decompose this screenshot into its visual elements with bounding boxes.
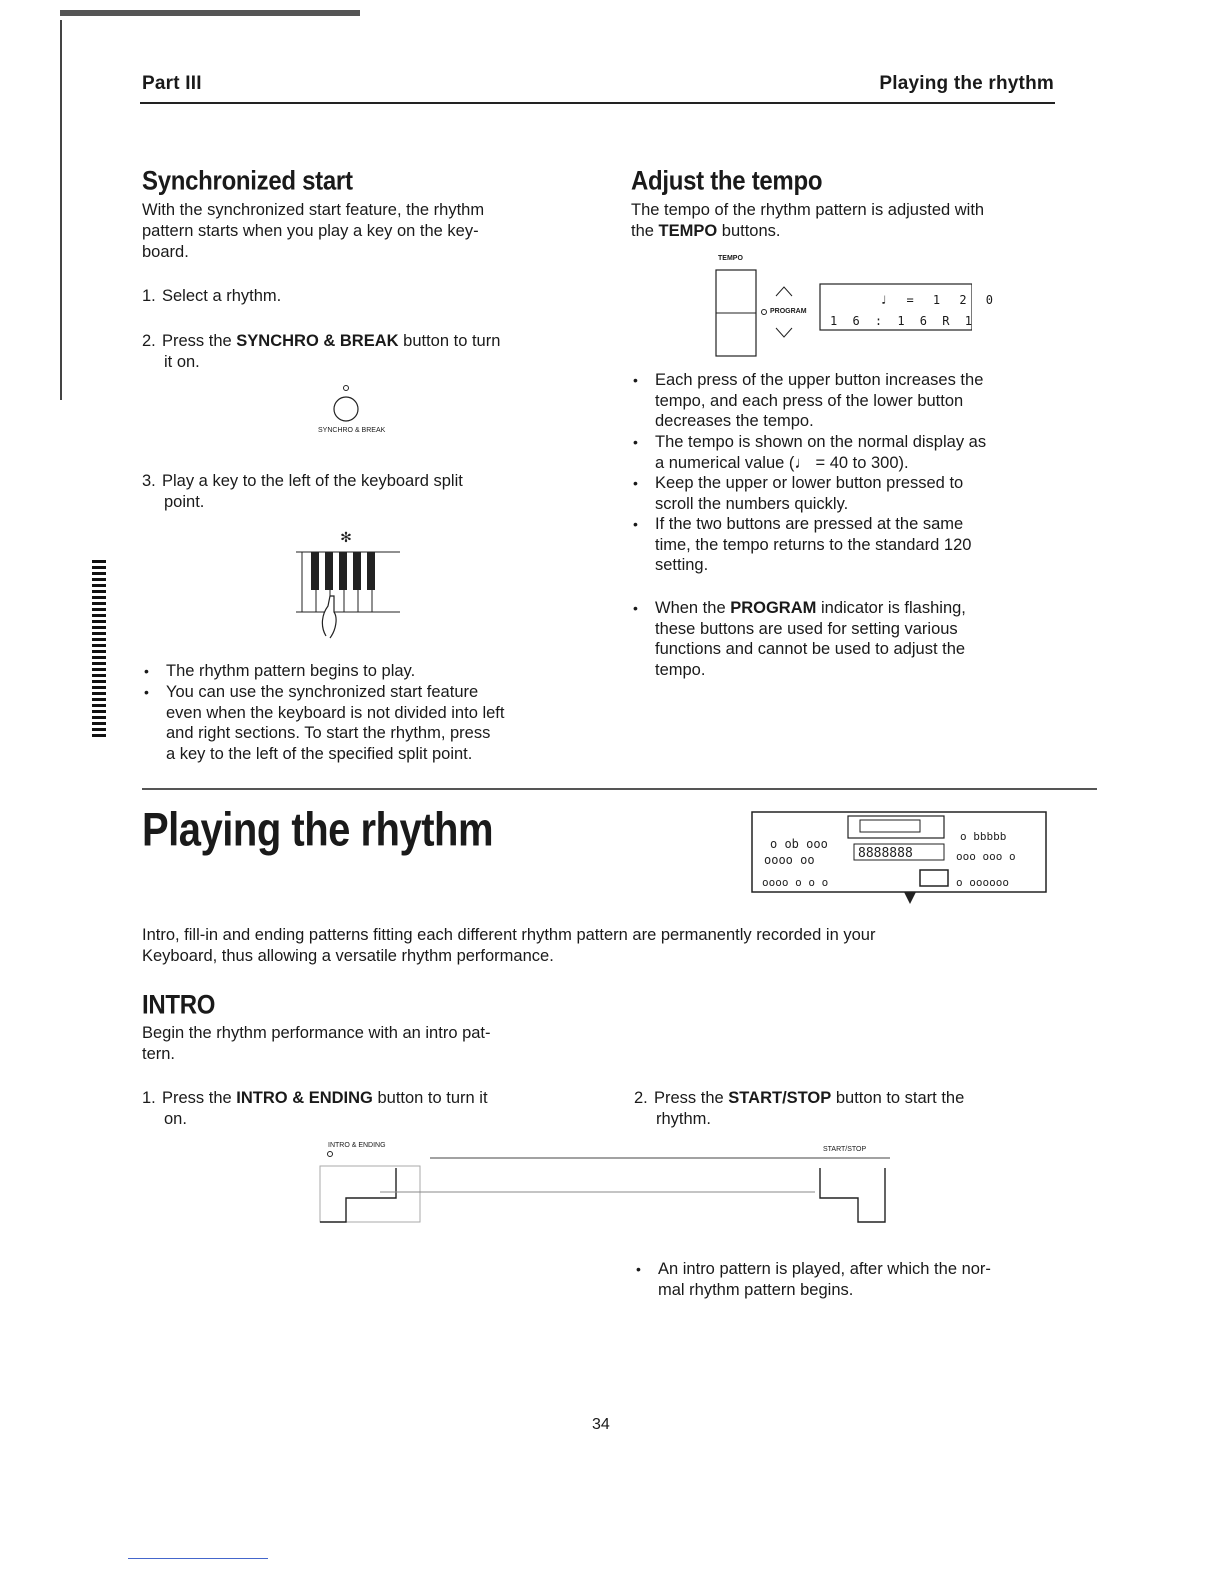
synchro-step2: 2. Press the SYNCHRO & BREAK button to turn it on. (142, 332, 501, 371)
intro-title: INTRO (142, 990, 216, 1021)
synchro-bullet: • The rhythm pattern begins to play. (142, 661, 415, 682)
svg-text:o oooooo: o oooooo (956, 876, 1009, 889)
svg-text:o bbbbb: o bbbbb (960, 830, 1007, 843)
step-number: 2. (634, 1089, 648, 1107)
header-part: Part III (142, 73, 202, 94)
intro-step1: 1. Press the INTRO & ENDING button to turn it on. (142, 1089, 488, 1128)
header-chapter: Playing the rhythm (879, 73, 1054, 94)
tempo-bullet: • The tempo is shown on the normal display as a numerical value (♩ = 40 to 300). (631, 432, 1095, 473)
tempo-display-line1: ♩ = 1 2 0 (880, 293, 1000, 307)
tempo-panel-label: TEMPO (718, 255, 743, 262)
step-text: Select a rhythm. (162, 287, 282, 305)
step-number: 3. (142, 472, 156, 490)
synchro-bullet: • You can use the synchronized start feature even when the keyboard is not divided into left and right sections. To start the rhythm, press a key to the left of the specified split point. (142, 682, 606, 764)
tempo-program-note: • When the PROGRAM indicator is flashing, these buttons are used for setting various functions and cannot be used to adjust the tempo. (631, 598, 1095, 680)
intro-bullet: • An intro pattern is played, after which the nor- mal rhythm pattern begins. (634, 1259, 1098, 1300)
synchro-title: Synchronized start (142, 166, 353, 197)
svg-text:oooo o o o: oooo o o o (762, 876, 829, 889)
synchro-intro-line: pattern starts when you play a key on the key- (142, 222, 479, 240)
control-panel-illustration (750, 808, 1050, 912)
svg-text:✻: ✻ (340, 530, 352, 546)
scan-artifact-top (60, 10, 360, 16)
scan-artifact-bottom-line (128, 1558, 268, 1559)
synchro-button-label: SYNCHRO & BREAK (318, 427, 386, 434)
svg-text:ooo ooo o: ooo ooo o (956, 850, 1016, 863)
playing-intro: Intro, fill-in and ending patterns fitting each different rhythm pattern are permanently recorded in your Keyboard, thus allowing a versatile rhythm performance. (142, 926, 876, 965)
intro-desc: Begin the rhythm performance with an intro pat- tern. (142, 1024, 491, 1063)
start-button-label: START/STOP (823, 1146, 867, 1153)
intro-step2: 2. Press the START/STOP button to start the rhythm. (634, 1089, 965, 1128)
synchro-step3: 3. Play a key to the left of the keyboard split point. (142, 472, 463, 511)
step-number: 1. (142, 287, 156, 305)
section-divider (142, 788, 1097, 790)
synchro-intro (142, 200, 582, 263)
svg-text:8888888: 8888888 (858, 846, 913, 861)
intro-buttons-illustration (300, 1148, 900, 1232)
tempo-title: Adjust the tempo (631, 166, 823, 197)
step-number: 1. (142, 1089, 156, 1107)
synchro-intro-line: board. (142, 243, 189, 261)
scan-artifact-left-marks (92, 560, 106, 740)
scan-artifact-left-border (60, 20, 62, 400)
tempo-bullet: • If the two buttons are pressed at the same time, the tempo returns to the standard 120 setting. (631, 514, 1095, 576)
step-number: 2. (142, 332, 156, 350)
playing-title: Playing the rhythm (142, 804, 494, 856)
program-indicator-label: PROGRAM (770, 308, 807, 315)
svg-text:oooo oo: oooo oo (764, 853, 815, 867)
tempo-bullet: • Keep the upper or lower button pressed to scroll the numbers quickly. (631, 473, 1095, 514)
header-rule (140, 102, 1055, 104)
tempo-bullet: • Each press of the upper button increases the tempo, and each press of the lower button decreases the tempo. (631, 370, 1095, 432)
synchro-intro-line: With the synchronized start feature, the rhythm (142, 201, 485, 219)
tempo-display-line2: 1 6 : 1 6 R 1 (830, 314, 976, 328)
svg-text:o ob ooo: o ob ooo (770, 837, 828, 851)
synchro-step1 (142, 286, 281, 307)
intro-button-label: INTRO & ENDING (328, 1142, 386, 1149)
keyboard-illustration (296, 526, 400, 650)
tempo-intro: The tempo of the rhythm pattern is adjusted with the TEMPO buttons. (631, 201, 985, 240)
tempo-panel-illustration (712, 266, 972, 360)
page-number: 34 (592, 1416, 610, 1433)
